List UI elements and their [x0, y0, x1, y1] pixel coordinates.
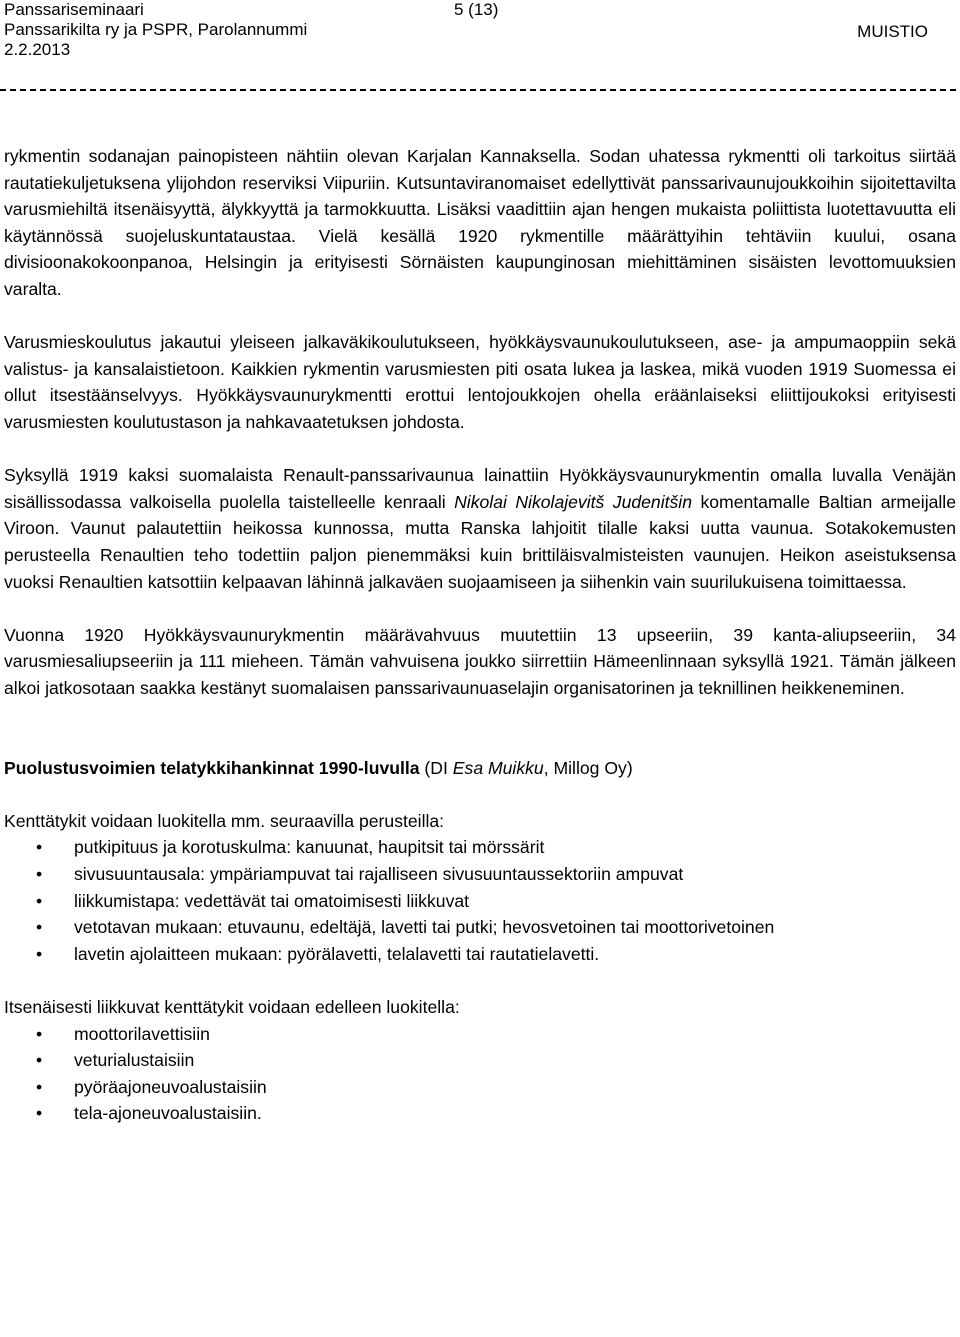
section-author-close: , Millog Oy) — [543, 757, 633, 778]
list2-intro: Itsenäisesti liikkuvat kenttätykit voidaan edelleen luokitella: — [4, 997, 460, 1017]
list-item-text: vetotavan mukaan: etuvaunu, edeltäjä, lavetti tai putki; hevosvetoinen tai moottorivetoinen — [74, 917, 775, 938]
paragraph-renault-person-name: Nikolai Nikolajevitš Judenitšin — [454, 491, 693, 512]
list-item-text: pyöräajoneuvoalustaisiin — [74, 1076, 267, 1097]
paragraph-renault-text-1: Syksyllä 1919 kaksi suomalaista Renault-panssarivaunua lainattiin Hyökkäysvaunurykmentin omalla luvalla Venäjän sisällissodassa valkoisella puolella taistelleelle kenraali — [4, 465, 956, 512]
section-heading — [4, 755, 956, 782]
section-title: Puolustusvoimien telatykkihankinnat 1990-luvulla — [4, 757, 420, 778]
section-spacer — [4, 728, 956, 755]
self-propelled-list — [4, 1021, 956, 1127]
paragraph-strength: Vuonna 1920 Hyökkäysvaunurykmentin määrävahvuus muutettiin 13 upseeriin, 39 kanta-aliupseeriin, 34 varusmiesaliupseeriin ja 111 mieheen. Tämän vahvuisena joukko siirrettiin Hämeenlinnaan syksyllä 1921. Tämän jälkeen alkoi jatkosotaan saakka kestänyt suomalaisen panssarivaunuaselajin organisatorinen ja teknillinen heikkeneminen. — [4, 624, 956, 698]
bullet-icon: • — [36, 943, 43, 964]
list-item-text: sivusuuntausala: ympäriampuvat tai rajalliseen sivusuuntaussektoriin ampuvat — [74, 864, 684, 885]
list-item — [4, 941, 956, 968]
list-item — [4, 1021, 956, 1048]
paragraph-recruitment: rykmentin sodanajan painopisteen nähtiin olevan Karjalan Kannaksella. Sodan uhatessa rykmentti oli tarkoitus siirtää rautatiekuljetuksena ylijohdon reserviksi Viipuriin. Kutsuntaviranomaiset edellyttivät panssarivaunujoukkoihin sijoitettavilta varusmiehiltä itsenäisyyttä, älykkyyttä ja tarmokkuutta. Lisäksi vaadittiin ajan hengen mukaista poliittista luotettavuutta eli käytännössä suojeluskuntataustaa. Vielä kesällä 1920 rykmentille määrättyihin tehtäviin kuului, osana divisioonakokoonpanoa, Helsingin ja erityisesti Sörnäisten kaupunginosan miehittäminen sisäisten levottomuuksien varalta. — [4, 146, 956, 299]
list-item — [4, 834, 956, 861]
list-item-text: liikkumistapa: vedettävät tai omatoimisesti liikkuvat — [74, 890, 470, 911]
paragraph-training: Varusmieskoulutus jakautui yleiseen jalkaväkikoulutukseen, hyökkäysvaunukoulutukseen, ase- ja ampumaoppiin sekä valistus- ja kansalaistietoon. Kaikkien rykmentin varusmiesten piti osata lukea ja laskea, mikä vuoden 1919 Suomessa ei ollut itsestäänselvyys. Hyökkäysvaunurykmentti erottui lentojoukkojen ohella eräänlaiseksi eliittijoukoksi erityisesti varusmiesten koulutustason ja nahkavaatetuksen johdosta. — [4, 332, 956, 432]
bullet-icon: • — [36, 1050, 43, 1071]
header-organizer: Panssarikilta ry ja PSPR, Parolannummi — [4, 20, 308, 39]
bullet-icon: • — [36, 890, 43, 911]
paragraph-renault-text-2: komentamalle Baltian armeijalle Viroon. Vaunut palautettiin heikossa kunnossa, mutta Ranska lahjoitit tilalle kaksi uutta vaunua. Sotakokemusten perusteella Renaultien teho todettiin paljon pienemmäksi kuin brittiläisvalmisteisten vaunujen. Heikon aseistuksensa vuoksi Renaultien katsottiin kelpaavan lähinnä jalkaväen suojaamiseen ja siihenkin vain suurilukuisena toimittaessa. — [4, 491, 956, 592]
list-item — [4, 914, 956, 941]
list-item-text: tela-ajoneuvoalustaisiin. — [74, 1103, 262, 1124]
list-item — [4, 1047, 956, 1074]
bullet-icon: • — [36, 1023, 43, 1044]
classification-list — [4, 834, 956, 967]
document-body — [4, 143, 956, 1127]
list-item — [4, 1100, 956, 1127]
bullet-icon: • — [36, 1103, 43, 1124]
list-item — [4, 1074, 956, 1101]
bullet-icon: • — [36, 837, 43, 858]
page-number: 5 (13) — [454, 0, 499, 19]
document-type: MUISTIO — [857, 22, 928, 41]
section-gap — [4, 781, 956, 808]
list-item-text: veturialustaisiin — [74, 1050, 195, 1071]
list-item-text: lavetin ajolaitteen mukaan: pyörälavetti, telalavetti tai rautatielavetti. — [74, 943, 600, 964]
list-item-text: moottorilavettisiin — [74, 1023, 210, 1044]
header-seminar-name: Panssariseminaari — [4, 0, 144, 19]
header-divider — [0, 89, 956, 91]
header-left — [4, 0, 307, 60]
list-item — [4, 888, 956, 915]
list1-intro: Kenttätykit voidaan luokitella mm. seuraavilla perusteilla: — [4, 810, 445, 831]
bullet-icon: • — [36, 917, 43, 938]
section-author-name: Esa Muikku — [452, 757, 544, 778]
section-author-open: (DI — [419, 757, 453, 778]
list-item-text: putkipituus ja korotuskulma: kanuunat, haupitsit tai mörssärit — [74, 837, 545, 858]
bullet-icon: • — [36, 864, 43, 885]
paragraph-renault — [4, 462, 956, 595]
bullet-icon: • — [36, 1076, 43, 1097]
header-date: 2.2.2013 — [4, 40, 71, 59]
list-item — [4, 861, 956, 888]
